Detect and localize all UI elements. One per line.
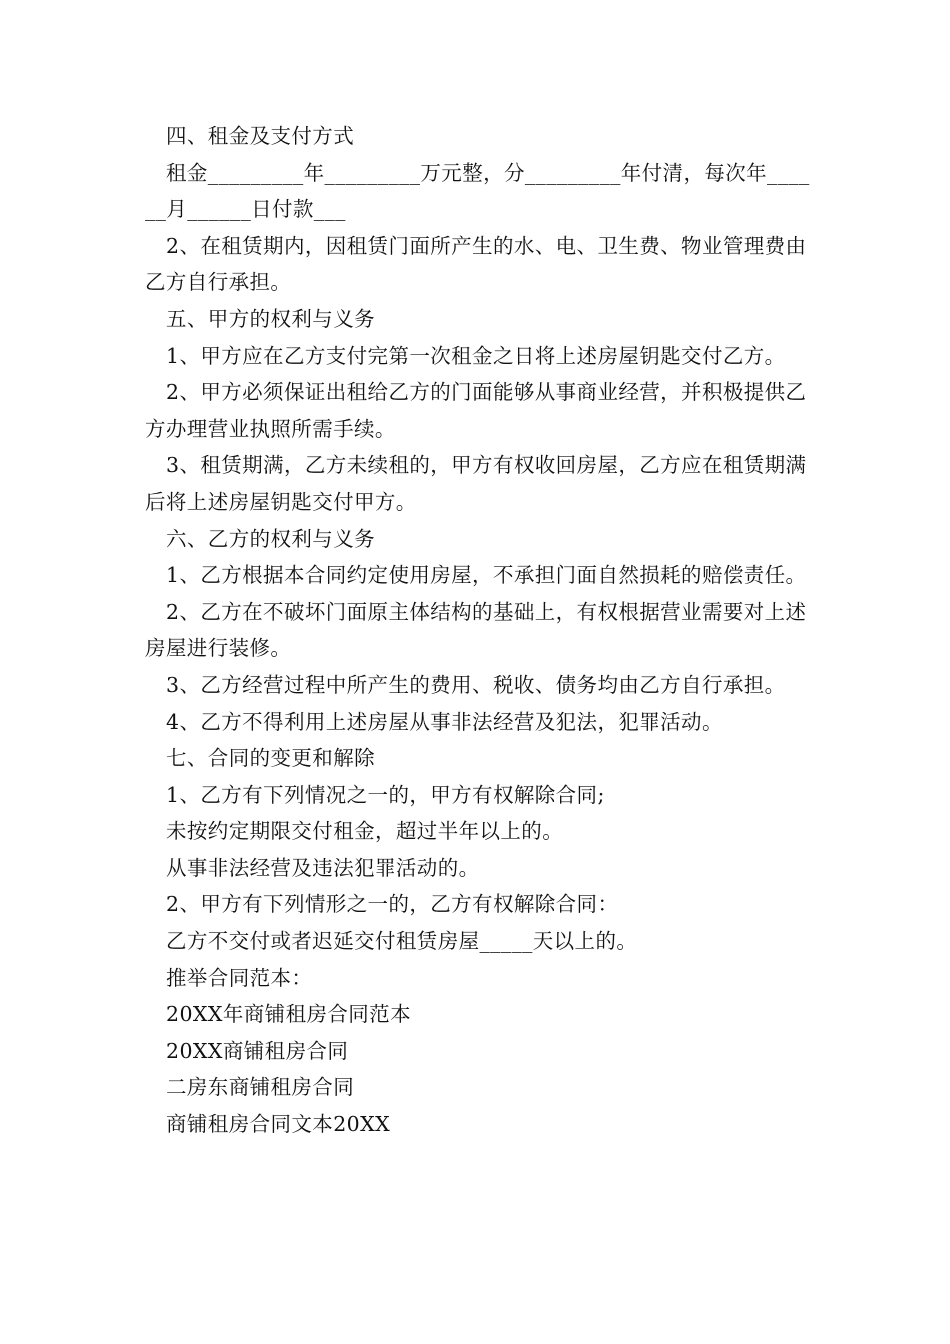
paragraph-lessee-3: 3、乙方经营过程中所产生的费用、税收、债务均由乙方自行承担。 xyxy=(166,672,786,697)
paragraph-termination-2: 2、甲方有下列情形之一的，乙方有权解除合同： xyxy=(166,892,619,917)
section-heading-lessee: 六、乙方的权利与义务 xyxy=(166,526,375,551)
paragraph-termination-1b: 从事非法经营及违法犯罪活动的。 xyxy=(166,855,480,880)
paragraph-termination-1: 1、乙方有下列情况之一的，甲方有权解除合同; xyxy=(166,782,605,807)
recommended-templates-heading: 推举合同范本： xyxy=(166,965,313,990)
recommended-template-item: 20XX商铺租房合同 xyxy=(166,1038,349,1063)
paragraph-lessor-1: 1、甲方应在乙方支付完第一次租金之日将上述房屋钥匙交付乙方。 xyxy=(166,343,786,368)
paragraph-lessee-4: 4、乙方不得利用上述房屋从事非法经营及犯法，犯罪活动。 xyxy=(166,709,723,734)
paragraph-lessor-3: 3、租赁期满，乙方未续租的，甲方有权收回房屋，乙方应在租赁期满后将上述房屋钥匙交付甲方。 xyxy=(145,453,807,514)
paragraph-lessee-2: 2、乙方在不破坏门面原主体结构的基础上，有权根据营业需要对上述房屋进行装修。 xyxy=(145,599,807,661)
paragraph-termination-1a: 未按约定期限交付租金，超过半年以上的。 xyxy=(166,819,564,844)
paragraph-termination-2a: 乙方不交付或者迟延交付租赁房屋_____天以上的。 xyxy=(166,929,638,954)
recommended-template-item: 商铺租房合同文本20XX xyxy=(166,1112,391,1137)
section-heading-lessor: 五、甲方的权利与义务 xyxy=(166,306,375,331)
paragraph-rent-amount: 租金_________年_________万元整，分_________年付清，每次年______月______日付款___ xyxy=(145,160,810,222)
paragraph-lessee-1: 1、乙方根据本合同约定使用房屋，不承担门面自然损耗的赔偿责任。 xyxy=(166,563,807,588)
section-heading-rent: 四、租金及支付方式 xyxy=(166,124,355,148)
recommended-template-item: 20XX年商铺租房合同范本 xyxy=(166,1002,411,1027)
paragraph-utilities: 2、在租赁期内，因租赁门面所产生的水、电、卫生费、物业管理费由乙方自行承担。 xyxy=(145,233,807,295)
section-heading-termination: 七、合同的变更和解除 xyxy=(166,746,375,771)
document-body xyxy=(145,118,815,1143)
paragraph-lessor-2: 2、甲方必须保证出租给乙方的门面能够从事商业经营，并积极提供乙方办理营业执照所需手续。 xyxy=(145,380,807,441)
recommended-template-item: 二房东商铺租房合同 xyxy=(166,1075,355,1100)
